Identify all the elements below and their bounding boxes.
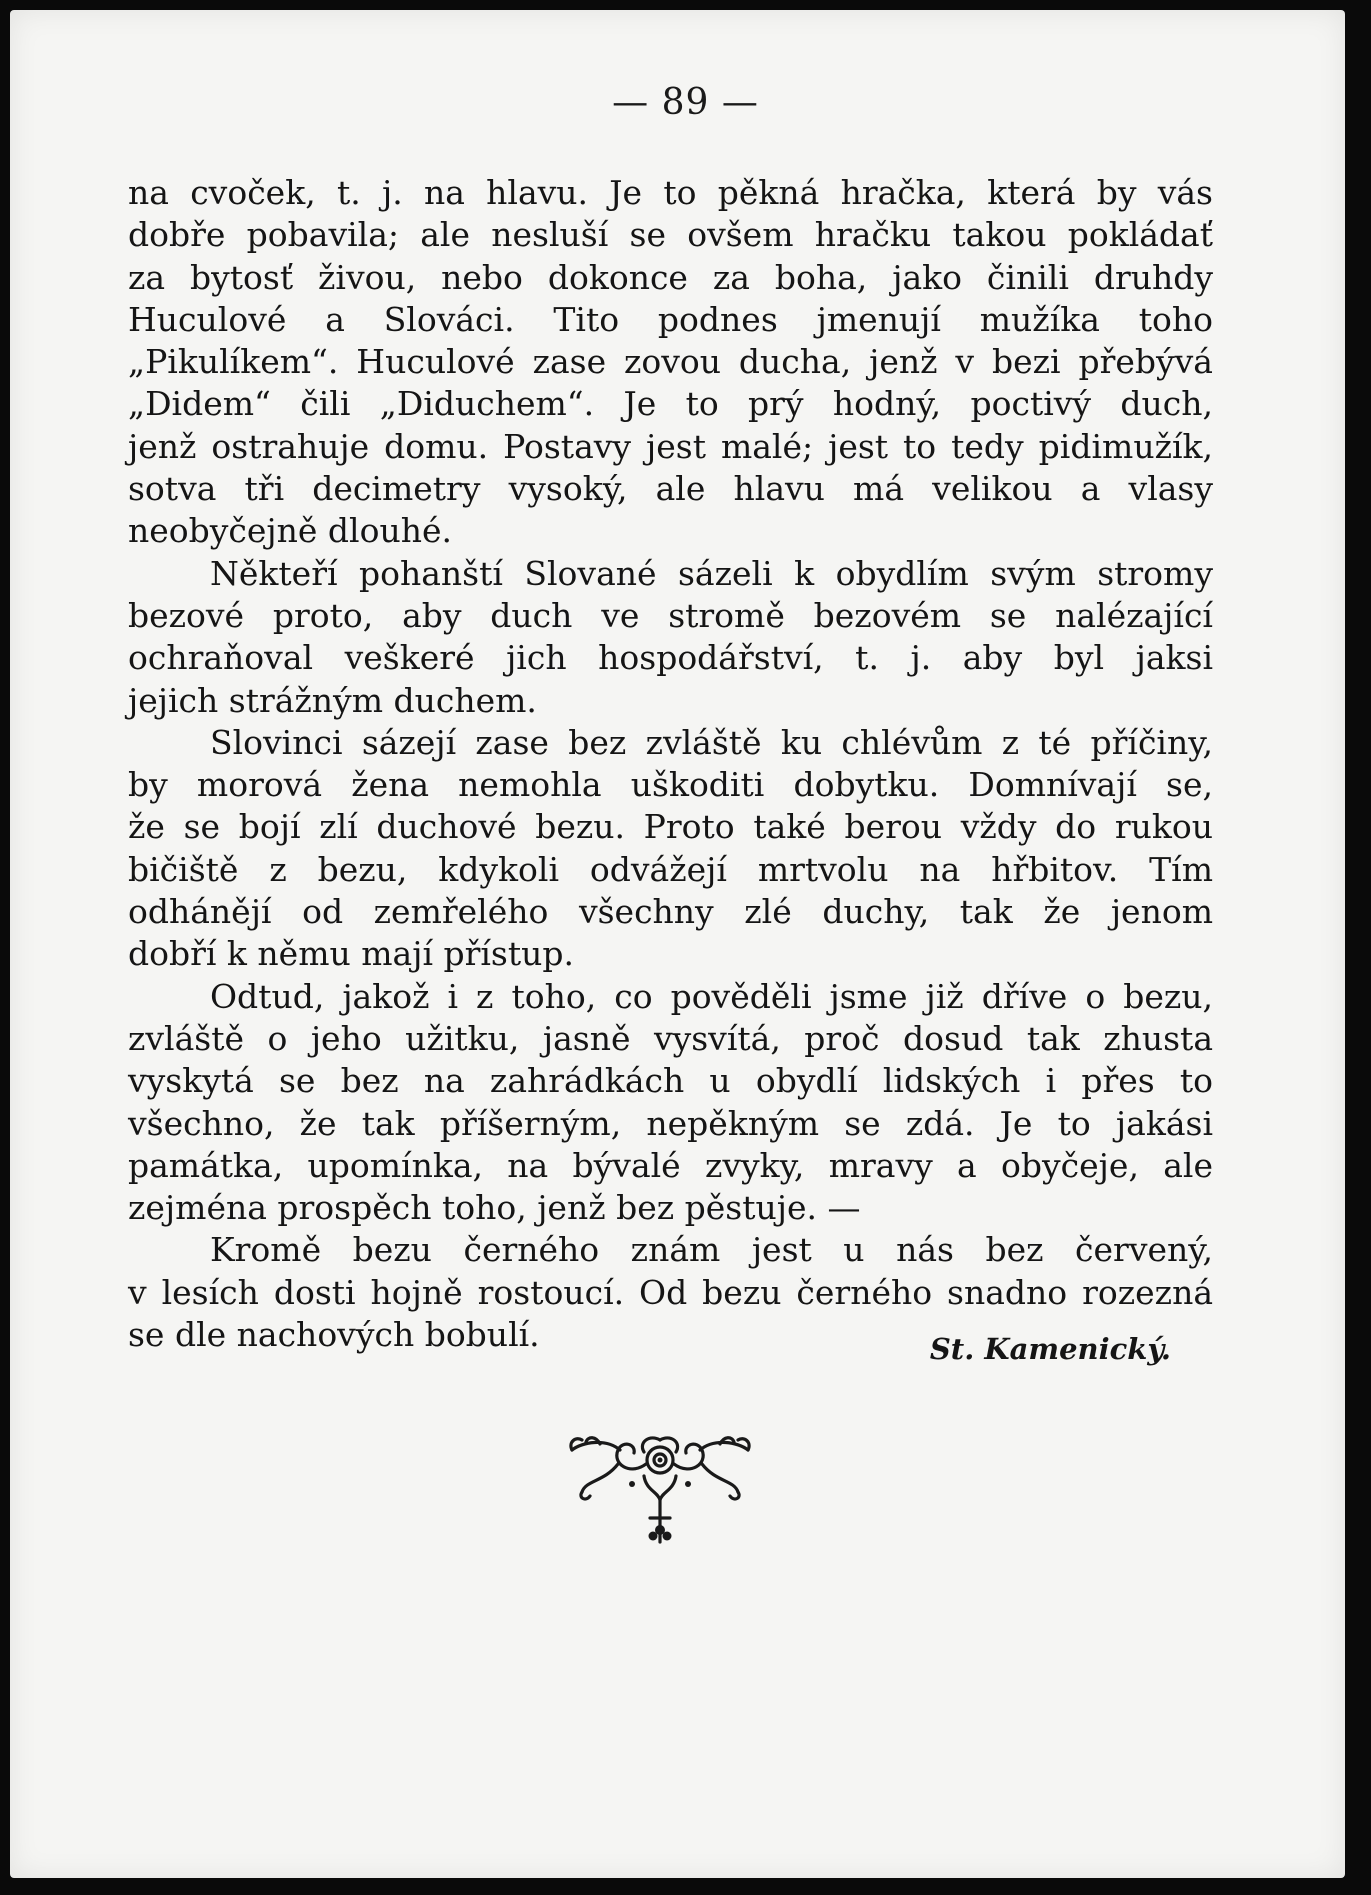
text-line: odhánějí od zemřelého všechny zlé duchy, tak že jenom [128,892,1213,932]
text-line: by morová žena nemohla uškoditi dobytku. Domnívají se, [128,765,1213,805]
text-line: „Didem“ čili „Diduchem“. Je to prý hodný, poctivý duch, [128,384,1213,424]
text-line: všechno, že tak příšerným, nepěkným se zdá. Je to jakási [128,1103,1213,1143]
text-line: Kromě bezu černého znám jest u nás bez červený, [210,1230,1213,1270]
text-line: ochraňoval veškeré jich hospodářství, t. j. aby byl jaksi [128,638,1213,678]
text-line: se dle nachových bobulí. [128,1315,540,1355]
text-line: dobří k němu mají přístup. [128,934,574,974]
text-line: za bytosť živou, nebo dokonce za boha, jako činili druhdy [128,257,1213,297]
text-line: neobyčejně dlouhé. [128,511,453,551]
text-line: vyskytá se bez na zahrádkách u obydlí lidských i přes to [128,1061,1213,1101]
text-line: že se bojí zlí duchové bezu. Proto také berou vždy do rukou [128,807,1213,847]
body-text [128,172,1213,1356]
text-line: jejich strážným duchem. [128,680,537,720]
text-line: Slovinci sázejí zase bez zvláště ku chlévům z té příčiny, [210,722,1213,762]
text-line: zejména prospěch toho, jenž bez pěstuje. — [128,1188,861,1228]
text-line: bičiště z bezu, kdykoli odvážejí mrtvolu na hřbitov. Tím [128,849,1213,889]
text-line: na cvoček, t. j. na hlavu. Je to pěkná hračka, která by vás [128,173,1213,212]
text-line: „Pikulíkem“. Huculové zase zovou ducha, jenž v bezi přebývá [128,342,1213,382]
text-line: bezové proto, aby duch ve stromě bezovém se nalézající [128,595,1213,635]
author-signature: St. Kamenický. [929,1332,1171,1366]
text-line: v lesích dosti hojně rostoucí. Od bezu černého snadno rozezná [128,1272,1213,1312]
text-line: jenž ostrahuje domu. Postavy jest malé; jest to tedy pidimužík, [128,426,1213,466]
text-line: Někteří pohanští Slované sázeli k obydlím svým stromy [210,553,1213,593]
text-line: Huculové a Slováci. Tito podnes jmenují mužíka toho [128,299,1213,339]
text-line: památka, upomínka, na bývalé zvyky, mravy a obyčeje, ale [128,1145,1213,1185]
text-line: dobře pobavila; ale nesluší se ovšem hračku takou pokládať [128,215,1213,255]
page-number: — 89 — [612,82,759,123]
text-line: sotva tři decimetry vysoký, ale hlavu má velikou a vlasy [128,469,1213,509]
floral-vignette-icon [560,1420,760,1550]
text-line: Odtud, jakož i z toho, co pověděli jsme již dříve o bezu, [210,976,1213,1016]
text-line: zvláště o jeho užitku, jasně vysvítá, proč dosud tak zhusta [128,1018,1213,1058]
